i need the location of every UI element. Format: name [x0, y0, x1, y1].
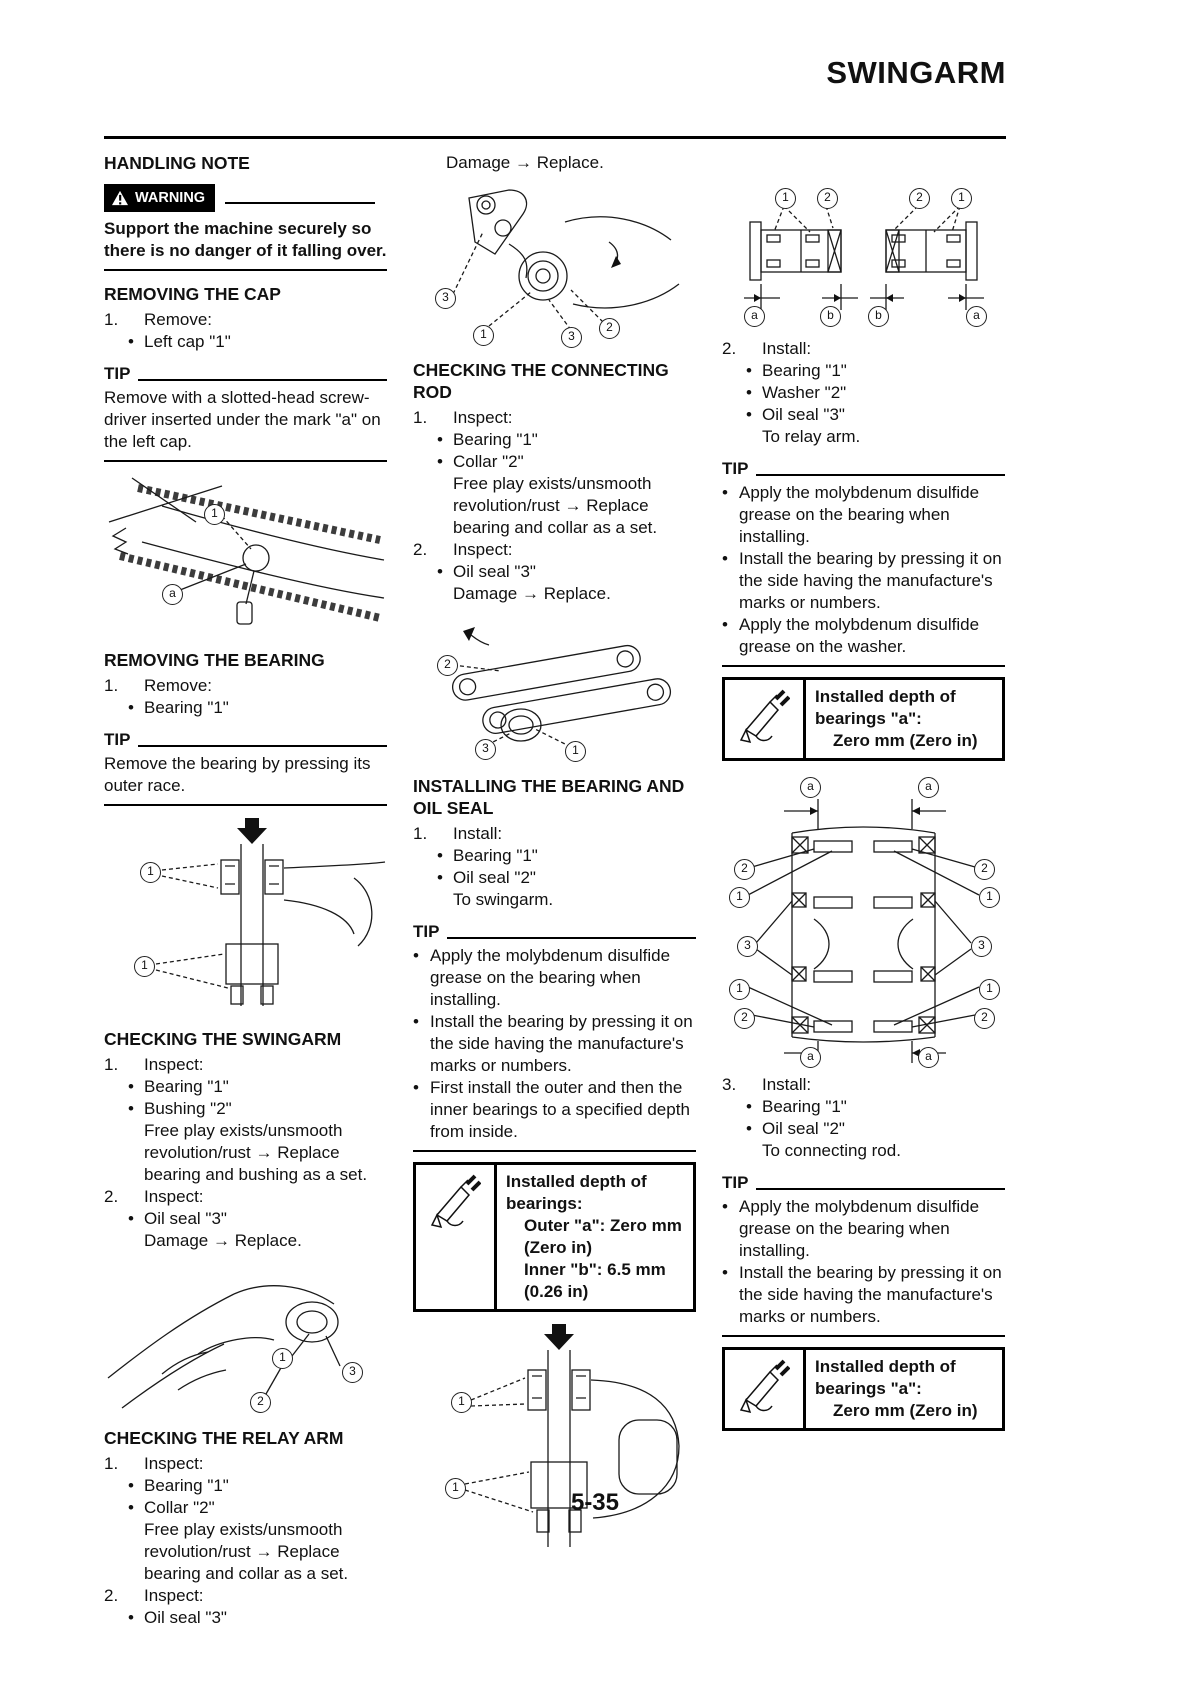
step-number: 1.	[413, 824, 428, 843]
list-step	[104, 1585, 387, 1607]
tip-label: TIP	[104, 730, 131, 749]
spec-title: Installed depth of bearings "a":	[815, 687, 956, 728]
bullet-text: • Bearing "1"	[453, 430, 538, 449]
callout-2: 2	[734, 859, 755, 880]
list-bullet	[722, 1096, 1005, 1118]
tip-rule	[756, 474, 1005, 476]
bullet-text: • Collar "2"	[453, 452, 524, 471]
figure-bearing-press	[104, 816, 387, 1016]
list-step	[104, 1054, 387, 1076]
tip-bullet-text: • Apply the molybdenum disulfide grease on the washer.	[739, 615, 980, 656]
figure-left-cap	[104, 472, 387, 637]
page-columns	[104, 152, 1006, 1629]
callout-3: 3	[561, 327, 582, 348]
bullet-text: • Bearing "1"	[453, 846, 538, 865]
bullet-text: • Oil seal "3"	[453, 562, 536, 581]
list-step	[413, 539, 696, 561]
step-number: 1.	[104, 310, 119, 329]
spec-box-installed-depth	[722, 677, 1005, 761]
bullet-text: • Oil seal "3"	[144, 1209, 227, 1228]
bullet-text: • Bearing "1"	[762, 1097, 847, 1116]
callout-2: 2	[974, 1008, 995, 1029]
section-heading-removing-cap: REMOVING THE CAP	[104, 284, 281, 304]
tip-bullet-text: • Install the bearing by pressing it on the side having the manufacture's marks or numbers.	[430, 1012, 693, 1075]
divider	[722, 665, 1005, 667]
spec-title: Installed depth of bearings:	[506, 1172, 647, 1213]
line-art-relay-arm	[413, 182, 696, 347]
tip-bullet	[722, 482, 1005, 548]
callout-1: 1	[979, 979, 1000, 1000]
tip-bullet	[413, 1011, 696, 1077]
bullet-text: • Oil seal "3"	[144, 1608, 227, 1627]
continuation-text: Free play exists/unsmooth revolution/rust → Replace bearing and collar as a set.	[453, 474, 658, 537]
bullet-text: • Bearing "1"	[144, 1476, 229, 1495]
callout-a: a	[800, 777, 821, 798]
list-step	[104, 675, 387, 697]
tip-heading	[104, 729, 387, 751]
line-art-connecting-rod	[413, 613, 696, 763]
step-text: Remove:	[144, 310, 213, 329]
callout-2: 2	[817, 188, 838, 209]
caliper-icon	[738, 1358, 790, 1418]
warning-badge-row	[104, 184, 387, 212]
step-number: 2.	[413, 540, 428, 559]
figure-relay-arm-check	[413, 182, 696, 347]
list-bullet	[722, 360, 1005, 382]
callout-3: 3	[342, 1362, 363, 1383]
callout-b: b	[820, 306, 841, 327]
tip-bullet	[722, 614, 1005, 658]
step-text: Install:	[762, 1075, 812, 1094]
callout-3: 3	[971, 936, 992, 957]
callout-2: 2	[734, 1008, 755, 1029]
divider	[104, 460, 387, 462]
section-heading-removing-bearing: REMOVING THE BEARING	[104, 650, 325, 670]
list-step	[104, 309, 387, 331]
step-text: Inspect:	[144, 1454, 204, 1473]
bullet-text: • Collar "2"	[144, 1498, 215, 1517]
list-bullet	[104, 1607, 387, 1629]
continuation-text: Damage → Replace.	[144, 1231, 302, 1250]
tip-bullet-text: • Install the bearing by pressing it on the side having the manufacture's marks or numbers.	[739, 1263, 1002, 1326]
divider	[104, 804, 387, 806]
tip-text: Remove the bearing by pressing its outer race.	[104, 754, 371, 795]
list-bullet	[413, 561, 696, 583]
tip-heading	[722, 458, 1005, 480]
list-step	[413, 407, 696, 429]
figure-bearing-sections	[722, 180, 1005, 330]
callout-1: 1	[204, 504, 225, 525]
step-text: Inspect:	[144, 1055, 204, 1074]
page-title: SWINGARM	[826, 55, 1006, 90]
caliper-icon-cell	[725, 1350, 806, 1428]
line-art-hands-seal	[104, 1260, 387, 1415]
step-text: Remove:	[144, 676, 213, 695]
continuation-text: To relay arm.	[762, 427, 861, 446]
figure-stacked-sections	[722, 771, 1005, 1066]
caliper-icon	[738, 688, 790, 748]
spec-box-text	[497, 1165, 693, 1309]
callout-1: 1	[134, 956, 155, 977]
section-heading-checking-swingarm: CHECKING THE SWINGARM	[104, 1029, 342, 1049]
spec-value: Zero mm (Zero in)	[833, 731, 978, 750]
figure-press-swingarm	[413, 1322, 696, 1557]
callout-b: b	[868, 306, 889, 327]
callout-a: a	[918, 777, 939, 798]
tip-bullet-text: • Install the bearing by pressing it on the side having the manufacture's marks or numbers.	[739, 549, 1002, 612]
callout-3: 3	[435, 288, 456, 309]
bullet-text: • Bearing "1"	[762, 361, 847, 380]
spec-value: Inner "b": 6.5 mm (0.26 in)	[524, 1260, 666, 1301]
tip-label: TIP	[722, 1173, 749, 1192]
callout-3: 3	[737, 936, 758, 957]
continuation-text: To swingarm.	[453, 890, 554, 909]
caliper-icon-cell	[416, 1165, 497, 1309]
column-right	[722, 152, 1005, 1629]
callout-1: 1	[445, 1478, 466, 1499]
spec-box-installed-depth	[413, 1162, 696, 1312]
callout-a: a	[162, 584, 183, 605]
continuation-text: Free play exists/unsmooth revolution/rust → Replace bearing and bushing as a set.	[144, 1121, 368, 1184]
warning-text: Support the machine securely so there is no danger of it falling over.	[104, 219, 387, 260]
list-bullet	[722, 1118, 1005, 1140]
step-text: Inspect:	[144, 1586, 204, 1605]
tip-rule	[138, 379, 387, 381]
step-text: Inspect:	[144, 1187, 204, 1206]
callout-1: 1	[140, 862, 161, 883]
callout-1: 1	[775, 188, 796, 209]
list-step	[104, 1186, 387, 1208]
figure-connecting-rod	[413, 613, 696, 763]
list-step	[104, 1453, 387, 1475]
tip-bullet	[413, 1077, 696, 1143]
bullet-text: • Left cap "1"	[144, 332, 231, 351]
warning-rule	[225, 202, 375, 204]
step-number: 2.	[104, 1586, 119, 1605]
tip-bullet	[722, 1262, 1005, 1328]
list-bullet	[413, 451, 696, 473]
list-bullet	[413, 429, 696, 451]
figure-oil-seal-check	[104, 1260, 387, 1415]
bullet-text: • Bearing "1"	[144, 1077, 229, 1096]
column-left	[104, 152, 387, 1629]
continuation-text: To connecting rod.	[762, 1141, 901, 1160]
step-number: 3.	[722, 1075, 737, 1094]
bullet-text: • Oil seal "2"	[762, 1119, 845, 1138]
callout-3: 3	[475, 739, 496, 760]
callout-2: 2	[437, 655, 458, 676]
divider	[722, 1335, 1005, 1337]
bullet-text: • Oil seal "2"	[453, 868, 536, 887]
list-bullet	[413, 845, 696, 867]
continuation-text: Damage → Replace.	[453, 584, 611, 603]
callout-1: 1	[729, 887, 750, 908]
caliper-icon	[429, 1173, 481, 1233]
warning-label: WARNING	[135, 190, 206, 206]
spec-value: Outer "a": Zero mm (Zero in)	[524, 1216, 682, 1257]
step-text: Install:	[762, 339, 812, 358]
tip-heading	[722, 1172, 1005, 1194]
step-text: Inspect:	[453, 408, 513, 427]
list-bullet	[722, 382, 1005, 404]
list-step	[722, 338, 1005, 360]
callout-2: 2	[599, 318, 620, 339]
list-bullet	[104, 331, 387, 353]
tip-bullet-text: • First install the outer and then the inner bearings to a specified depth from inside.	[430, 1078, 690, 1141]
spec-box-text	[806, 1350, 1002, 1428]
tip-bullet-text: • Apply the molybdenum disulfide grease on the bearing when installing.	[430, 946, 671, 1009]
bullet-text: • Oil seal "3"	[762, 405, 845, 424]
callout-2: 2	[974, 859, 995, 880]
list-step	[722, 1074, 1005, 1096]
section-heading-checking-relay-arm: CHECKING THE RELAY ARM	[104, 1428, 344, 1448]
tip-bullet	[722, 1196, 1005, 1262]
step-text: Install:	[453, 824, 503, 843]
callout-1: 1	[473, 325, 494, 346]
warning-badge	[104, 184, 215, 212]
callout-1: 1	[565, 741, 586, 762]
divider	[413, 1150, 696, 1152]
caliper-icon-cell	[725, 680, 806, 758]
list-step	[413, 823, 696, 845]
step-number: 1.	[413, 408, 428, 427]
callout-a: a	[918, 1047, 939, 1068]
tip-heading	[413, 921, 696, 943]
step-number: 1.	[104, 676, 119, 695]
callout-1: 1	[729, 979, 750, 1000]
page-number: 5-35	[570, 1489, 620, 1516]
tip-label: TIP	[722, 459, 749, 478]
callout-1: 1	[951, 188, 972, 209]
callout-a: a	[744, 306, 765, 327]
line-art-press	[104, 816, 387, 1016]
list-bullet	[104, 1098, 387, 1120]
divider	[104, 269, 387, 271]
tip-bullet-text: • Apply the molybdenum disulfide grease on the bearing when installing.	[739, 483, 980, 546]
spec-title: Installed depth of bearings "a":	[815, 1357, 956, 1398]
callout-2: 2	[909, 188, 930, 209]
bullet-text: • Bushing "2"	[144, 1099, 232, 1118]
callout-2: 2	[250, 1392, 271, 1413]
tip-bullet-text: • Apply the molybdenum disulfide grease on the bearing when installing.	[739, 1197, 980, 1260]
section-heading-handling-note: HANDLING NOTE	[104, 153, 250, 173]
spec-value: Zero mm (Zero in)	[833, 1401, 978, 1420]
warning-triangle-icon	[111, 190, 129, 206]
tip-label: TIP	[104, 364, 131, 383]
callout-1: 1	[451, 1392, 472, 1413]
list-bullet	[104, 697, 387, 719]
tip-rule	[138, 745, 387, 747]
step-number: 1.	[104, 1055, 119, 1074]
continuation-text: Free play exists/unsmooth revolution/rust → Replace bearing and collar as a set.	[144, 1520, 349, 1583]
bullet-text: • Bearing "1"	[144, 698, 229, 717]
continuation-text: Damage → Replace.	[446, 153, 604, 172]
tip-rule	[447, 937, 696, 939]
callout-a: a	[966, 306, 987, 327]
callout-1: 1	[272, 1348, 293, 1369]
list-bullet	[104, 1208, 387, 1230]
step-number: 2.	[722, 339, 737, 358]
spec-box-text	[806, 680, 1002, 758]
callout-a: a	[800, 1047, 821, 1068]
spec-box-installed-depth	[722, 1347, 1005, 1431]
list-bullet	[104, 1076, 387, 1098]
tip-rule	[756, 1188, 1005, 1190]
tip-heading	[104, 363, 387, 385]
callout-1: 1	[979, 887, 1000, 908]
tip-bullet	[722, 548, 1005, 614]
line-art-swingarm-chain	[104, 472, 387, 637]
list-bullet	[722, 404, 1005, 426]
tip-text: Remove with a slotted-head screw-driver inserted under the mark "a" on the left cap.	[104, 388, 381, 451]
list-bullet	[413, 867, 696, 889]
step-number: 1.	[104, 1454, 119, 1473]
line-art-stack	[722, 771, 1005, 1066]
step-number: 2.	[104, 1187, 119, 1206]
header-divider	[104, 136, 1006, 139]
section-heading-installing-bearing: INSTALLING THE BEARING AND OIL SEAL	[413, 776, 685, 818]
step-text: Inspect:	[453, 540, 513, 559]
tip-bullet	[413, 945, 696, 1011]
tip-label: TIP	[413, 922, 440, 941]
bullet-text: • Washer "2"	[762, 383, 847, 402]
line-art-press-2	[413, 1322, 696, 1557]
column-middle	[413, 152, 696, 1629]
section-heading-checking-connecting-rod: CHECKING THE CONNECTING ROD	[413, 360, 669, 402]
